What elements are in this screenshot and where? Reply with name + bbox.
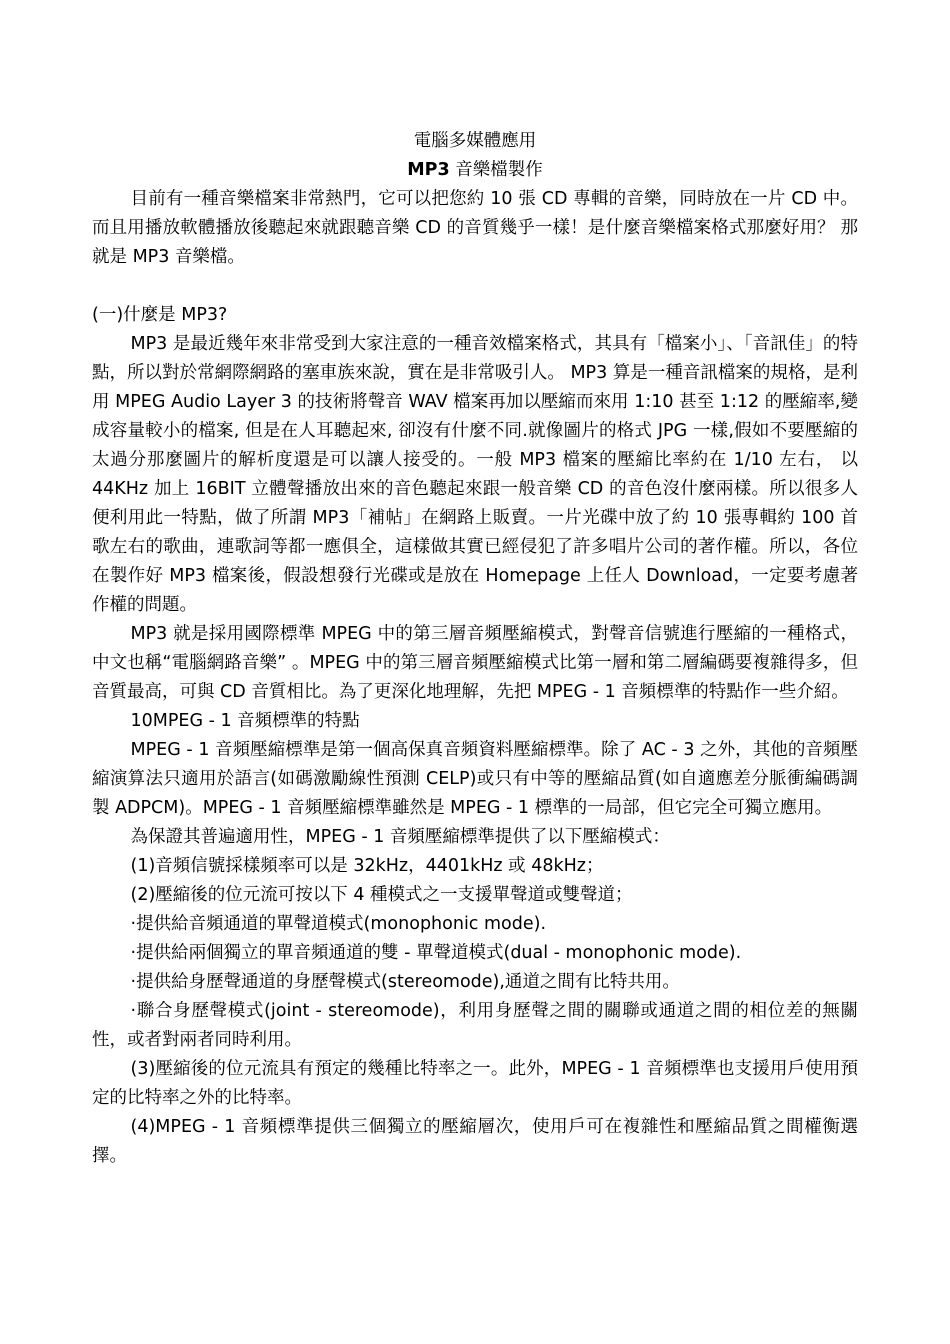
blank-line (92, 272, 858, 301)
paragraph-mp3-overview: MP3 是最近幾年來非常受到大家注意的一種音效檔案格式，其具有「檔案小」、「音訊佳」的特點，所以對於常網際網路的塞車族來說，實在是非常吸引人。 MP3 算是一種音訊檔案的規格，是利用 MPEG Audio Layer 3 的技術將聲音 WAV 檔案再加以壓縮而來用 1:10 甚至 1:12 的壓縮率,變成容量較小的檔案, 但是在人耳聽起來, 卻沒有什麼不同.就像圖片的格式 JPG 一樣,假如不要壓縮的太過分那麼圖片的解析度還是可以讓人接受的。一般 MP3 檔案的壓縮比率約在 1/10 左右， 以 44KHz 加上 16BIT 立體聲播放出來的音色聽起來跟一般音樂 CD 的音色沒什麼兩樣。所以很多人便利用此一特點，做了所謂 MP3「補帖」在網路上販賣。一片光碟中放了約 10 張專輯約 100 首歌左右的歌曲，連歌詞等都一應俱全，這樣做其實已經侵犯了許多唱片公司的著作權。所以，各位在製作好 MP3 檔案後，假設想發行光碟或是放在 Homepage 上任人 Download，一定要考慮著作權的問題。 (92, 334, 858, 615)
paragraph-mpeg-layer3: MP3 就是採用國際標準 MPEG 中的第三層音頻壓縮模式，對聲音信號進行壓縮的一種格式，中文也稱“電腦網路音樂” 。MPEG 中的第三層音頻壓縮模式比第一層和第二層編碼要複雜得多，但音質最高，可與 CD 音質相比。為了更深化地理解，先把 MPEG - 1 音頻標準的特點作一些介紹。 (92, 624, 858, 702)
bullet-item-2: ·提供給兩個獨立的單音頻通道的雙 - 單聲道模式(dual - monophonic mode). (130, 943, 742, 963)
paragraph-mpeg1-standard: MPEG - 1 音頻壓縮標準是第一個高保真音頻資料壓縮標準。除了 AC - 3 之外，其他的音頻壓縮演算法只適用於語言(如碼激勵線性預測 CELP)或只有中等的壓縮品質(如自適應差分脈衝編碼調製 ADPCM)。MPEG - 1 音頻壓縮標準雖然是 MPEG - 1 標準的一局部，但它完全可獨立應用。 (92, 740, 858, 818)
subtitle-mp3: MP3 (407, 160, 450, 180)
section-heading: (一)什麼是 MP3? (92, 305, 228, 325)
bullet-item-4: ·聯合身歷聲模式(joint - stereomode)，利用身歷聲之間的關聯或通道之間的相位差的無關性，或者對兩者同時利用。 (92, 1001, 858, 1050)
subtitle-rest: 音樂檔製作 (449, 160, 543, 180)
list-item-1: (1)音頻信號採樣頻率可以是 32kHz，4401kHz 或 48kHz； (130, 856, 604, 876)
intro-paragraph: 目前有一種音樂檔案非常熱門，它可以把您約 10 張 CD 專輯的音樂，同時放在一片 CD 中。而且用播放軟體播放後聽起來就跟聽音樂 CD 的音質幾乎一樣！是什麼音樂檔案格式那麼好用？ 那就是 MP3 音樂檔。 (92, 189, 858, 267)
bullet-item-3: ·提供給身歷聲通道的身歷聲模式(stereomode),通道之間有比特共用。 (130, 972, 680, 992)
bullet-item-1: ·提供給音頻通道的單聲道模式(monophonic mode). (130, 914, 547, 934)
list-item-2: (2)壓縮後的位元流可按以下 4 種模式之一支援單聲道或雙聲道； (130, 885, 633, 905)
sub-heading: 10MPEG - 1 音頻標準的特點 (130, 711, 360, 731)
document-title: 電腦多媒體應用 (413, 131, 537, 151)
list-item-4: (4)MPEG - 1 音頻標準提供三個獨立的壓縮層次，使用戶可在複雜性和壓縮品質之間權衡選擇。 (92, 1117, 858, 1166)
document-subtitle (92, 156, 858, 185)
document-page (92, 127, 858, 1171)
list-item-3: (3)壓縮後的位元流具有預定的幾種比特率之一。此外，MPEG - 1 音頻標準也支援用戶使用預定的比特率之外的比特率。 (92, 1059, 858, 1108)
paragraph-compression-modes: 為保證其普遍適用性，MPEG - 1 音頻壓縮標準提供了以下壓縮模式： (130, 827, 670, 847)
